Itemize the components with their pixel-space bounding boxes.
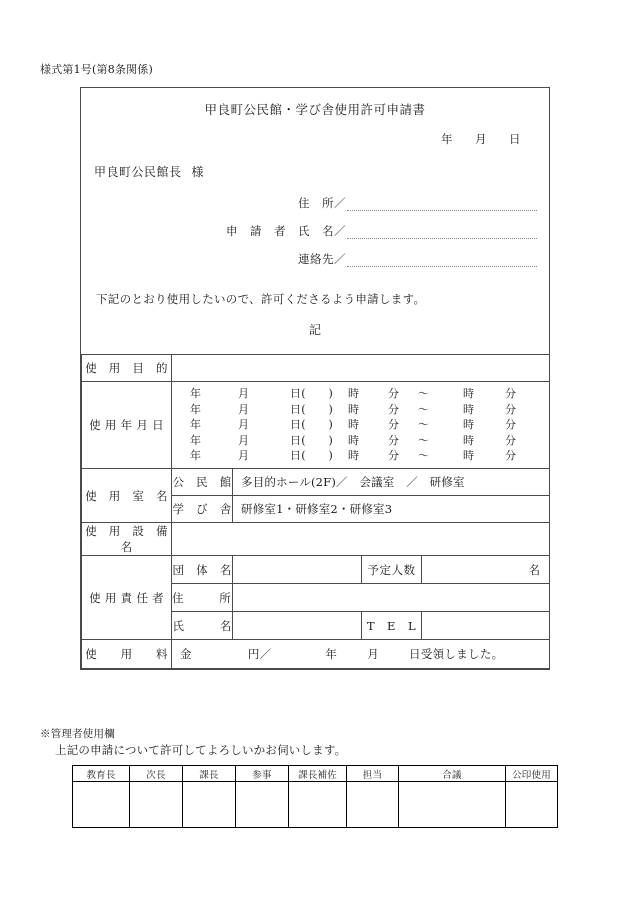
date-year: 年 <box>190 433 202 447</box>
date-tilde: ～ <box>418 402 430 416</box>
date-minute: 分 <box>388 433 400 447</box>
applicant-address-line <box>81 195 537 211</box>
addressee-name: 甲良町公民館長 <box>94 165 182 179</box>
applicant-name-line <box>81 223 537 239</box>
applicant-address-label: 住 所／ <box>298 196 346 210</box>
admin-stamp-cell[interactable] <box>347 782 399 828</box>
date-day: 日( ) <box>290 387 334 401</box>
date-year: 年 <box>190 387 202 401</box>
date-minute: 分 <box>388 387 400 401</box>
responsible-name-input[interactable] <box>233 612 362 640</box>
manabiya-label <box>172 496 233 523</box>
table-row-equipment <box>82 523 550 556</box>
tel-input[interactable] <box>422 612 550 640</box>
responsible-label-text: 使 用 責 任 者 <box>89 590 164 605</box>
date-hour-end: 時 <box>463 387 475 401</box>
date-hour-end: 時 <box>463 402 475 416</box>
responsible-label <box>82 556 172 640</box>
date-minute: 分 <box>388 418 400 432</box>
admin-col-header: 担当 <box>347 766 399 782</box>
admin-table-header-row <box>73 766 558 782</box>
date-minute-end: 分 <box>505 418 517 432</box>
applicant-name-label: 申 請 者 氏 名／ <box>226 224 346 238</box>
admin-col-header: 課長補佐 <box>289 766 347 782</box>
date-year-label: 年 <box>441 132 453 146</box>
date-row[interactable] <box>172 417 549 433</box>
date-year: 年 <box>190 402 202 416</box>
date-hour: 時 <box>348 387 360 401</box>
admin-col-header: 参事 <box>236 766 289 782</box>
group-name-label <box>172 556 233 584</box>
responsible-address-label <box>172 584 233 612</box>
purpose-label-text: 使 用 目 的 <box>85 361 168 375</box>
date-year: 年 <box>190 449 202 463</box>
date-month: 月 <box>238 433 250 447</box>
addressee <box>94 163 204 180</box>
dates-cell <box>172 382 550 469</box>
fee-yen: 円／ <box>247 647 272 661</box>
date-hour-end: 時 <box>463 449 475 463</box>
date-day-label: 日 <box>509 132 521 146</box>
equipment-label-text: 使 用 設 備 名 <box>85 524 180 554</box>
date-hour: 時 <box>348 433 360 447</box>
manabiya-label-text: 学 び 舎 <box>172 502 232 516</box>
admin-approval-table <box>72 765 558 828</box>
table-row-fee <box>82 640 550 669</box>
date-minute-end: 分 <box>505 387 517 401</box>
date-row[interactable] <box>172 448 549 464</box>
dates-label-text: 使 用 年 月 日 <box>89 418 164 432</box>
date-hour: 時 <box>348 449 360 463</box>
fee-year: 年 <box>325 647 338 661</box>
date-row[interactable] <box>172 402 549 418</box>
ki-mark: 記 <box>308 323 321 337</box>
kouminkan-label <box>172 469 233 496</box>
applicant-contact-input[interactable] <box>347 253 537 267</box>
admin-stamp-cell[interactable] <box>130 782 183 828</box>
fee-money-mark: 金 <box>180 647 192 661</box>
fee-label-text: 使 用 料 <box>85 647 168 661</box>
fee-month: 月 <box>367 647 380 661</box>
date-day: 日( ) <box>290 418 334 432</box>
expected-count-unit: 名 <box>528 562 540 577</box>
admin-stamp-cell[interactable] <box>506 782 558 828</box>
rooms-label <box>82 469 172 523</box>
date-row[interactable] <box>172 433 549 449</box>
admin-stamp-cell[interactable] <box>289 782 347 828</box>
table-row-responsible-group <box>82 556 550 584</box>
admin-stamp-cell[interactable] <box>183 782 236 828</box>
rooms-label-text: 使 用 室 名 <box>85 488 168 503</box>
date-minute: 分 <box>388 449 400 463</box>
tel-label-text: T E L <box>366 618 417 633</box>
date-month-label: 月 <box>475 132 487 146</box>
kouminkan-label-text: 公 民 館 <box>172 475 232 489</box>
admin-section-note: ※管理者使用欄 <box>40 728 115 740</box>
date-minute-end: 分 <box>505 402 517 416</box>
date-month: 月 <box>238 387 250 401</box>
date-day: 日( ) <box>290 449 334 463</box>
responsible-name-label-text: 氏 名 <box>172 618 232 633</box>
date-row-list <box>172 383 549 467</box>
responsible-address-label-text: 住 所 <box>172 590 231 605</box>
fee-label <box>82 640 172 669</box>
manabiya-options-cell[interactable] <box>233 496 550 523</box>
applicant-address-input[interactable] <box>347 197 537 211</box>
date-hour-end: 時 <box>463 418 475 432</box>
applicant-name-input[interactable] <box>347 225 537 239</box>
addressee-honorific: 様 <box>191 165 205 179</box>
date-minute-end: 分 <box>505 433 517 447</box>
admin-stamp-cell[interactable] <box>399 782 506 828</box>
table-row-room-kouminkan <box>82 469 550 496</box>
expected-count-label-text: 予定人数 <box>367 562 416 577</box>
date-minute: 分 <box>388 402 400 416</box>
form-number: 様式第1号(第8条関係) <box>40 63 153 76</box>
date-tilde: ～ <box>418 387 430 401</box>
admin-approval-question: 上記の申請について許可してよろしいかお伺いします。 <box>55 743 347 757</box>
fee-received: 日受領しました。 <box>409 647 504 661</box>
admin-stamp-cell[interactable] <box>73 782 130 828</box>
kouminkan-options: 多目的ホール(2F)／ 会議室 ／ 研修室 <box>241 475 465 489</box>
purpose-label <box>82 355 172 382</box>
form-header-region <box>81 88 549 354</box>
request-statement: 下記のとおり使用したいので、許可くださるよう申請します。 <box>96 292 426 306</box>
application-form-box <box>80 87 550 670</box>
application-details-table <box>81 354 550 669</box>
admin-col-header: 教育長 <box>73 766 130 782</box>
date-month: 月 <box>238 449 250 463</box>
admin-stamp-cell[interactable] <box>236 782 289 828</box>
date-day: 日( ) <box>290 433 334 447</box>
dates-label <box>82 382 172 469</box>
date-month: 月 <box>238 402 250 416</box>
tel-label <box>362 612 422 640</box>
date-row[interactable] <box>172 386 549 402</box>
equipment-input[interactable] <box>172 523 550 556</box>
date-hour-end: 時 <box>463 433 475 447</box>
admin-table-stamp-row <box>73 782 558 828</box>
fee-cell[interactable] <box>172 640 550 669</box>
expected-count-label <box>362 556 422 584</box>
responsible-address-input[interactable] <box>233 584 550 612</box>
kouminkan-options-cell[interactable] <box>233 469 550 496</box>
submission-date-line <box>81 131 549 147</box>
admin-col-header: 次長 <box>130 766 183 782</box>
group-name-label-text: 団 体 名 <box>172 562 232 577</box>
date-day: 日( ) <box>290 402 334 416</box>
equipment-label <box>82 523 180 556</box>
date-tilde: ～ <box>418 449 430 463</box>
admin-col-header: 公印使用 <box>506 766 558 782</box>
fee-line <box>172 646 549 662</box>
purpose-input[interactable] <box>172 355 550 382</box>
expected-count-input[interactable] <box>422 556 550 584</box>
applicant-contact-label: 連絡先／ <box>298 252 346 266</box>
applicant-block <box>81 195 549 279</box>
table-row-dates <box>82 382 550 469</box>
date-hour: 時 <box>348 418 360 432</box>
page-title: 甲良町公民館・学び舎使用許可申請書 <box>204 102 426 117</box>
date-minute-end: 分 <box>505 449 517 463</box>
responsible-name-label <box>172 612 233 640</box>
date-tilde: ～ <box>418 418 430 432</box>
admin-col-header: 課長 <box>183 766 236 782</box>
date-tilde: ～ <box>418 433 430 447</box>
date-year: 年 <box>190 418 202 432</box>
date-hour: 時 <box>348 402 360 416</box>
table-row-purpose <box>82 355 550 382</box>
group-name-input[interactable] <box>233 556 362 584</box>
manabiya-options: 研修室1・研修室2・研修室3 <box>241 502 393 516</box>
date-month: 月 <box>238 418 250 432</box>
applicant-contact-line <box>81 251 537 267</box>
admin-col-header: 合議 <box>399 766 506 782</box>
